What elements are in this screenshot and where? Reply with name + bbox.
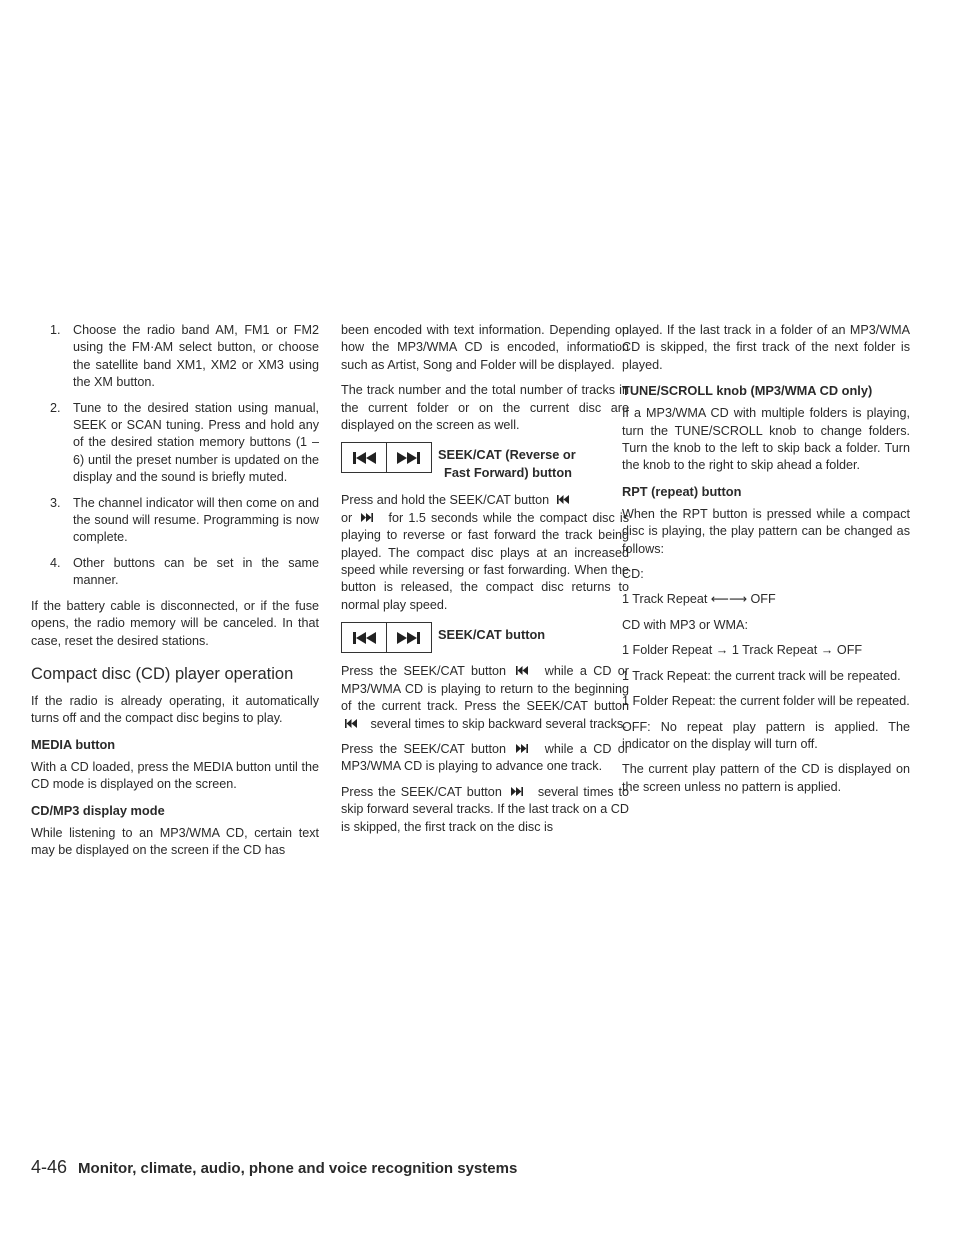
seek-forward-text-cont: played. If the last track in a folder of an MP3/WMA CD is skipped, the first track of the next folder is played. [622, 323, 910, 372]
seek-forward-text: Press the SEEK/CAT button while a CD or MP3/WMA CD is playing to advance one track. [341, 741, 630, 774]
skip-forward-button [387, 442, 432, 473]
rpt-heading: RPT (repeat) button [622, 483, 742, 499]
display-mode-heading: CD/MP3 display mode [31, 802, 165, 818]
mp3-pattern: 1 Folder Repeat → 1 Track Repeat → OFF [622, 643, 863, 658]
skip-back-button [341, 442, 387, 473]
mp3-label: CD with MP3 or WMA: [622, 617, 748, 632]
skip-back-icon [351, 632, 377, 644]
battery-note: If the battery cable is disconnected, or if the fuse opens, the radio memory will be canceled. In that case, reset the desired stations. [31, 598, 319, 648]
track-repeat-text: 1 Track Repeat: the current track will be repeated. [622, 668, 901, 683]
skip-forward-icon [361, 513, 373, 522]
off-text: OFF: No repeat play pattern is applied. The indicator on the display will turn off. [622, 719, 910, 751]
skip-back-icon [557, 495, 569, 504]
seekcat-button-pair [341, 442, 432, 473]
track-number-text: The track number and the total number of tracks in the current folder or on the current disc are displayed on the screen as well. [341, 383, 629, 433]
skip-forward-icon [396, 452, 422, 464]
list-item: 1. Choose the radio band AM, FM1 or FM2 using the FM·AM select button, or choose the satellite band XM1, XM2 or XM3 using the XM button. [50, 323, 319, 390]
current-pattern-text: The current play pattern of the CD is displayed on the screen unless no pattern is applied. [622, 762, 910, 794]
seekcat-label: SEEK/CAT button [438, 627, 546, 643]
list-item: 3. The channel indicator will then come on and the sound will resume. Programming is now complete. [50, 495, 319, 545]
column-2 [341, 322, 629, 844]
tune-scroll-heading: TUNE/SCROLL knob (MP3/WMA CD only) [622, 383, 873, 399]
display-mode-text: While listening to an MP3/WMA CD, certain text may be displayed on the screen if the CD has [31, 825, 319, 857]
preset-steps-list [31, 322, 319, 590]
skip-back-button [341, 622, 387, 653]
skip-back-icon [351, 452, 377, 464]
skip-back-icon [345, 719, 357, 728]
list-item: 2. Tune to the desired station using manual, SEEK or SCAN tuning. Press and hold any of the desired station memory buttons (1 – 6) until the preset number is updated on the display and the sound is briefly muted. [50, 400, 319, 485]
page-footer [31, 1157, 517, 1178]
chapter-title: Monitor, climate, audio, phone and voice recognition systems [78, 1160, 518, 1177]
cd-pattern: 1 Track Repeat ⟵⟶ OFF [622, 592, 776, 607]
seekcat-reverse-ff-figure [341, 442, 629, 482]
skip-forward-button [387, 622, 432, 653]
skip-forward-icon [511, 787, 523, 796]
list-item: 4. Other buttons can be set in the same manner. [50, 555, 319, 588]
rpt-text: When the RPT button is pressed while a compact disc is playing, the play pattern can be changed as follows: [622, 506, 910, 556]
media-heading: MEDIA button [31, 736, 116, 752]
page-number: 4-46 [31, 1157, 68, 1177]
media-text: With a CD loaded, press the MEDIA button until the CD mode is displayed on the screen. [31, 759, 319, 792]
cd-label: CD: [622, 567, 644, 582]
seekcat-button-pair [341, 622, 432, 653]
seek-reverse-text: Press the SEEK/CAT button while a CD or MP3/WMA CD is playing to return to the beginning of the current track. Press the SEEK/CAT button several times to skip backward several tracks. [341, 664, 630, 731]
column-1 [31, 322, 319, 867]
skip-forward-icon [396, 632, 422, 644]
section-title: Compact disc (CD) player operation [31, 664, 294, 683]
seek-forward-multi-text: Press the SEEK/CAT button several times to skip forward several tracks. If the last track on a CD is skipped, the first track on the disc is [341, 784, 630, 834]
skip-forward-icon [516, 744, 528, 753]
cd-intro: If the radio is already operating, it automatically turns off and the compact disc begins to play. [31, 693, 319, 726]
display-mode-text-cont: been encoded with text information. Depending on how the MP3/WMA CD is encoded, information such as Artist, Song and Folder will be displayed. [341, 323, 629, 372]
skip-back-icon [516, 666, 528, 675]
press-hold-text: Press and hold the SEEK/CAT button or for 1.5 seconds while the compact disc is playing to reverse or fast forward the track being played. The compact disc plays at an increased speed while reversing or fast forwarding. When the button is released, the compact disc returns to normal play speed. [341, 493, 629, 612]
seekcat-ff-label: SEEK/CAT (Reverse or Fast Forward) button [438, 447, 576, 481]
folder-repeat-text: 1 Folder Repeat: the current folder will be repeated. [622, 694, 910, 709]
column-3 [622, 322, 910, 804]
tune-scroll-text: If a MP3/WMA CD with multiple folders is playing, turn the TUNE/SCROLL knob to change folders. Turn the knob to the left to skip back a folder. Turn the knob to the right to skip ahead a folder. [622, 406, 910, 473]
seekcat-figure [341, 622, 629, 653]
